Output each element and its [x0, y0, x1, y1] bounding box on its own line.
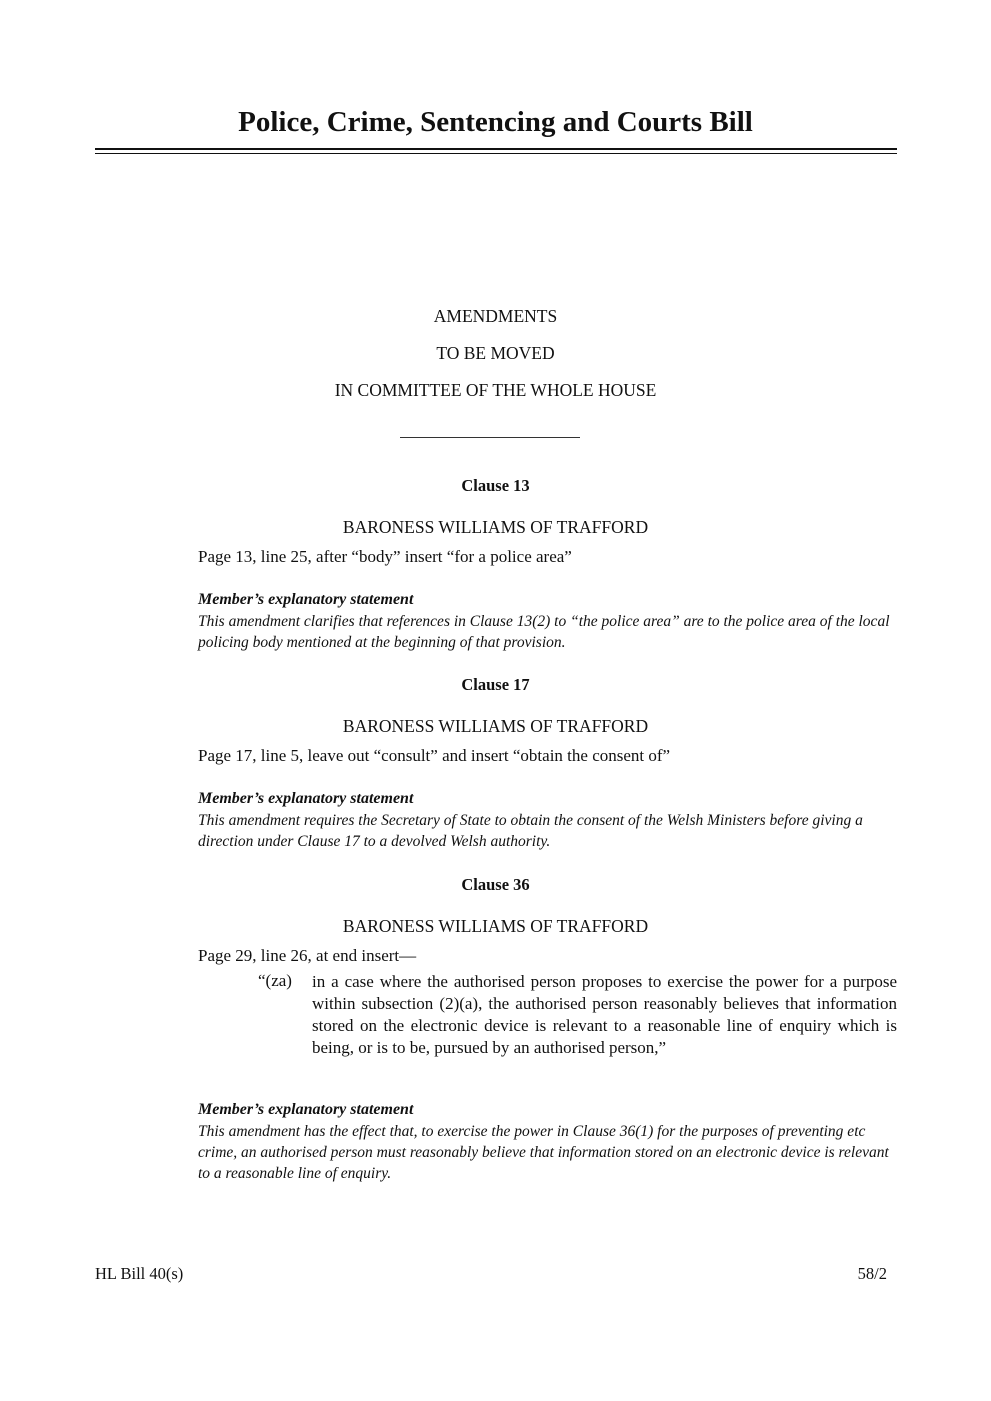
member-name: BARONESS WILLIAMS OF TRAFFORD — [342, 716, 649, 736]
statement-heading: Member’s explanatory statement — [198, 790, 414, 807]
member-name: BARONESS WILLIAMS OF TRAFFORD — [342, 517, 649, 537]
insert-paragraph-label: “(za) — [258, 971, 292, 990]
page-reference: 58/2 — [857, 1264, 887, 1283]
bill-reference: HL Bill 40(s) — [95, 1264, 184, 1283]
statement-heading: Member’s explanatory statement — [198, 1101, 414, 1118]
heading-to-be-moved: TO BE MOVED — [436, 343, 555, 363]
title-rule-thin — [95, 153, 897, 154]
heading-divider — [400, 437, 580, 438]
clause-heading: Clause 17 — [461, 675, 530, 694]
insert-paragraph-text: in a case where the authorised person proposes to exercise the power for a purpose within subsection (2)(a), the authorised person reasonably believes that information stored on the electronic device is relevant to a reasonable line of enquiry which is being, or is to be, pursued by an authorised person,” — [312, 972, 897, 1057]
bill-title: Police, Crime, Sentencing and Courts Bill — [238, 106, 753, 138]
explanatory-statement: This amendment requires the Secretary of State to obtain the consent of the Welsh Ministers before giving a direction under Clause 17 to a devolved Welsh authority. — [198, 812, 863, 850]
amendment-text: Page 17, line 5, leave out “consult” and insert “obtain the consent of” — [198, 746, 671, 765]
clause-heading: Clause 36 — [461, 875, 530, 894]
explanatory-statement: This amendment clarifies that references in Clause 13(2) to “the police area” are to the police area of the local policing body mentioned at the beginning of that provision. — [198, 613, 890, 651]
statement-heading: Member’s explanatory statement — [198, 591, 414, 608]
amendment-text: Page 29, line 26, at end insert— — [198, 946, 417, 965]
amendment-text: Page 13, line 25, after “body” insert “for a police area” — [198, 547, 572, 566]
member-name: BARONESS WILLIAMS OF TRAFFORD — [342, 916, 649, 936]
heading-amendments: AMENDMENTS — [433, 306, 558, 326]
title-rule-thick — [95, 148, 897, 150]
heading-committee: IN COMMITTEE OF THE WHOLE HOUSE — [334, 380, 657, 400]
clause-heading: Clause 13 — [461, 476, 530, 495]
explanatory-statement: This amendment has the effect that, to exercise the power in Clause 36(1) for the purposes of preventing etc crime, an authorised person must reasonably believe that information stored on an electronic device is relevant to a reasonable line of enquiry. — [198, 1123, 889, 1182]
